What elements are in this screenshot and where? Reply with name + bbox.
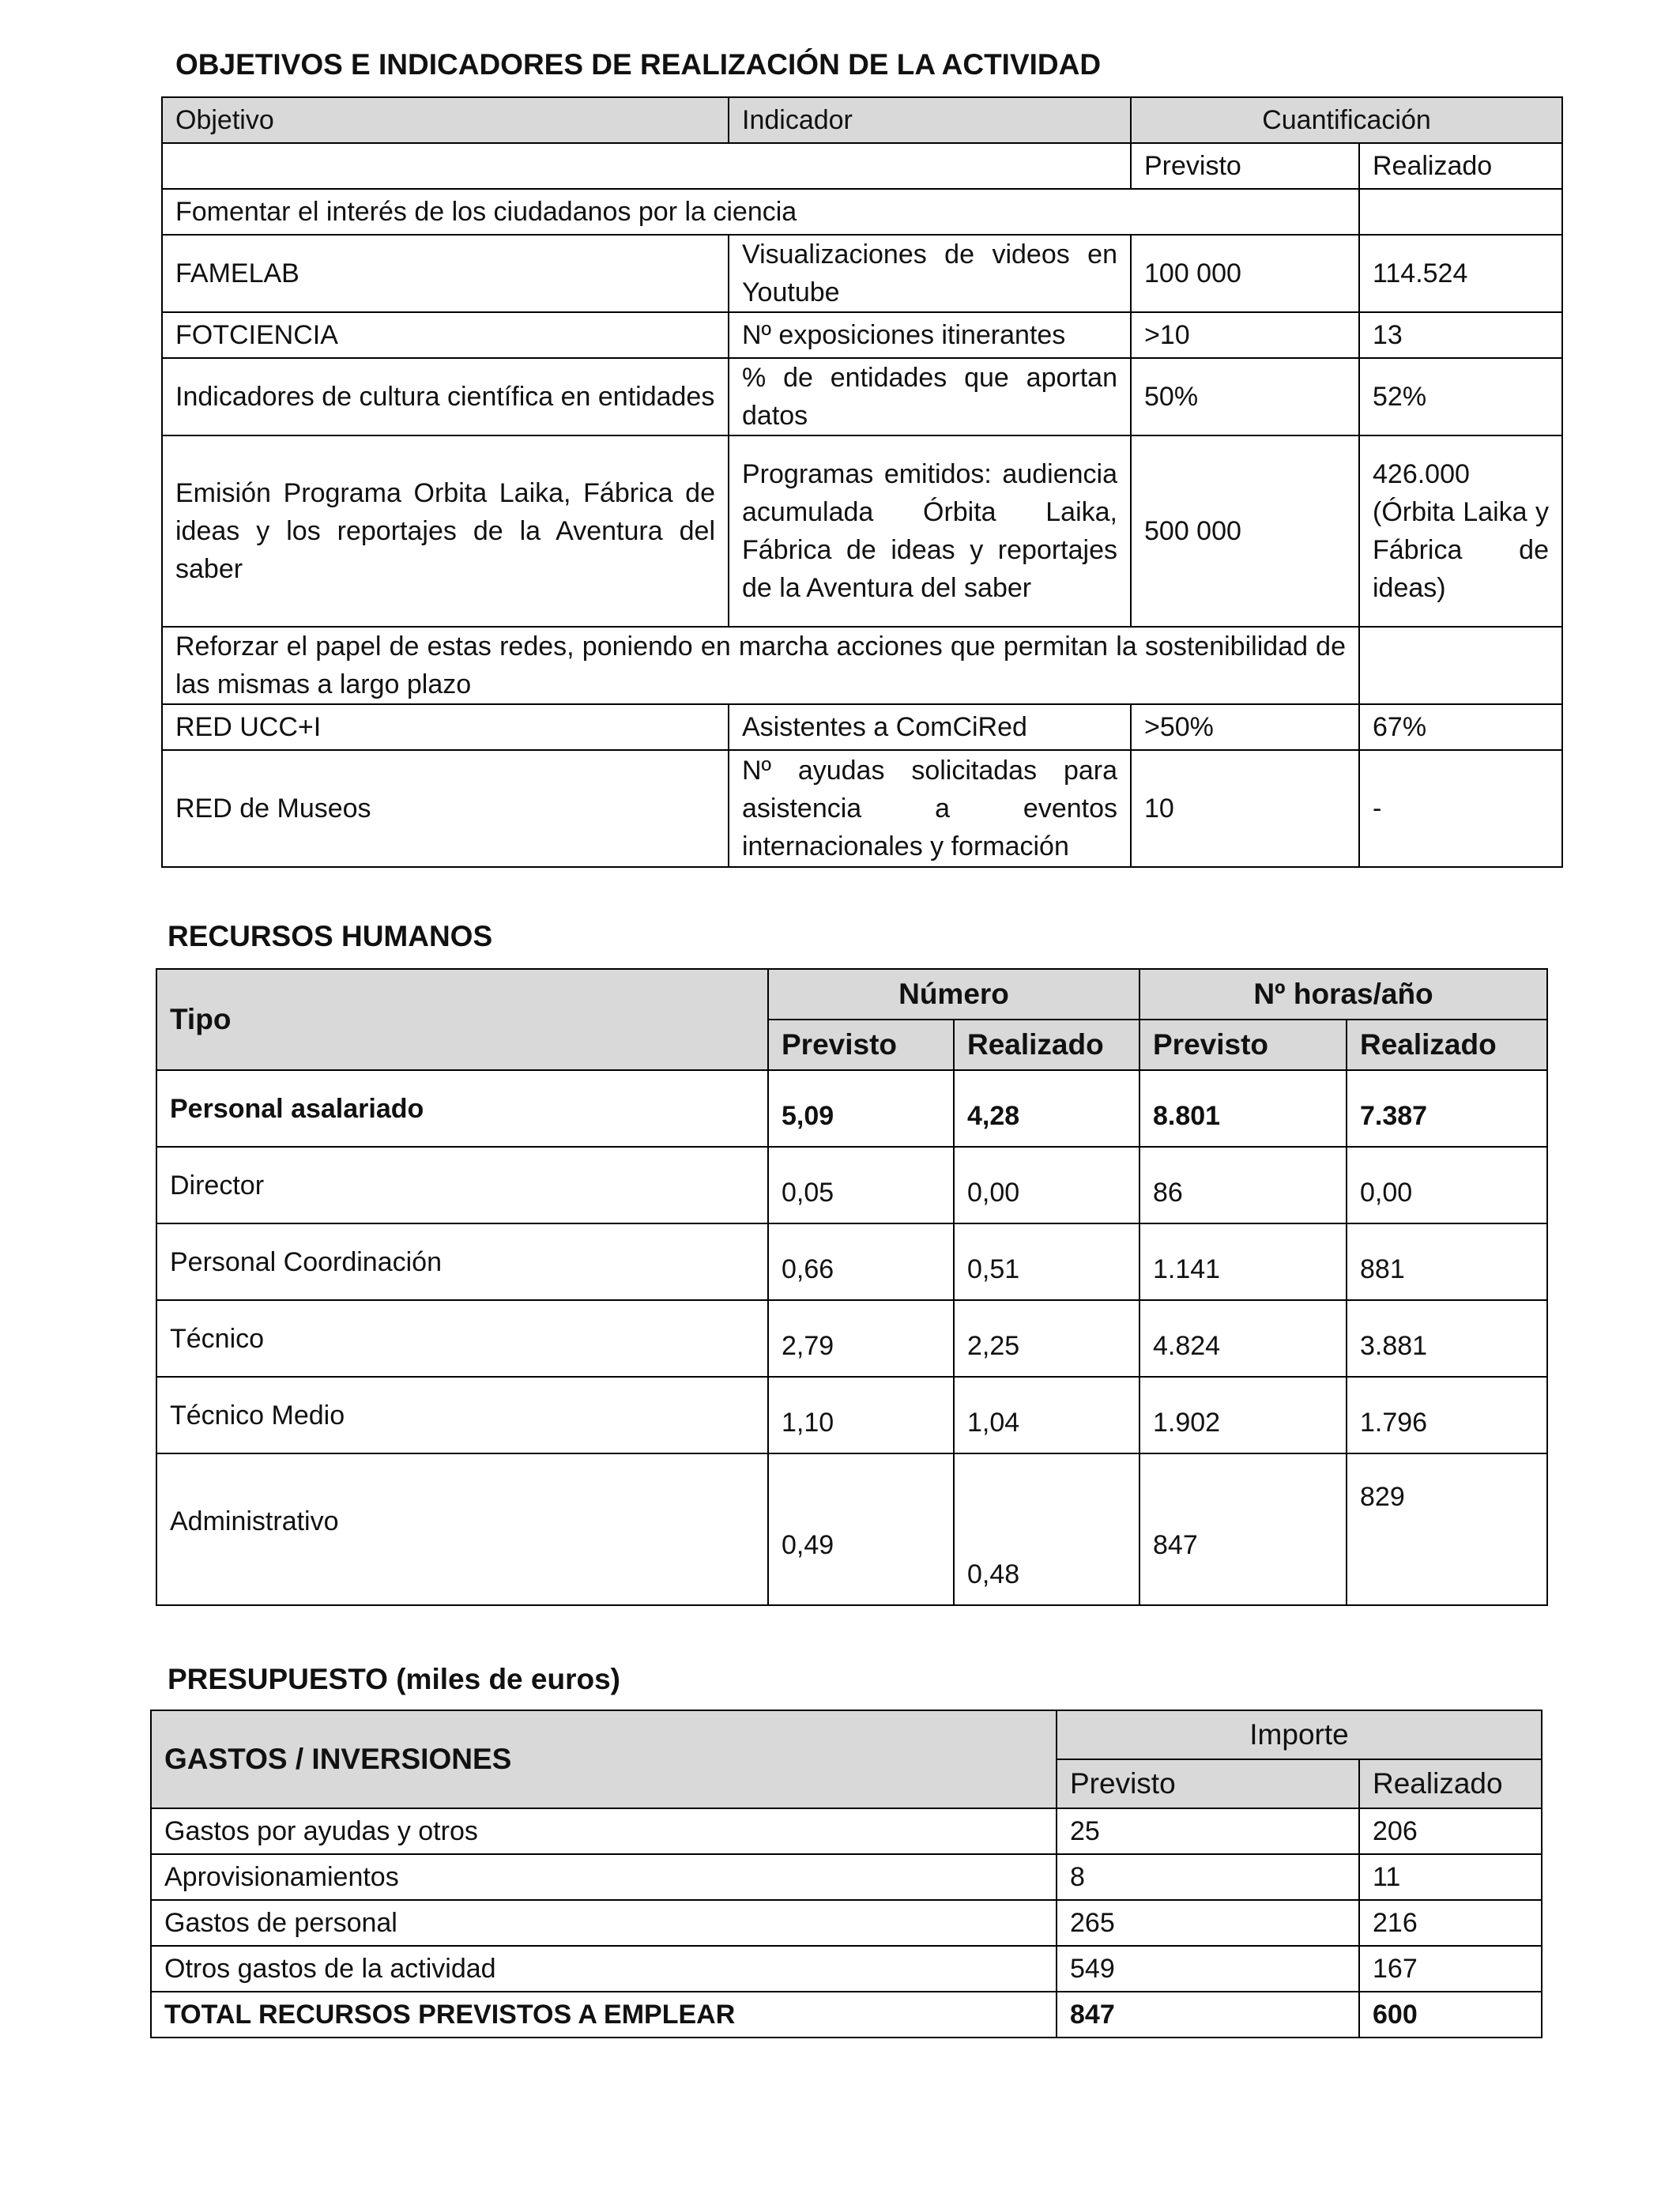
realizado-cell: 114.524 [1359,235,1562,312]
header-horas: Nº horas/año [1139,969,1547,1020]
tipo-cell: Personal Coordinación [156,1223,768,1300]
horas-realizado-cell: 7.387 [1347,1070,1547,1147]
total-previsto: 847 [1057,1992,1359,2038]
previsto-cell: 549 [1057,1946,1359,1992]
realizado-cell: 11 [1359,1854,1542,1900]
concepto-cell: Otros gastos de la actividad [151,1946,1057,1992]
num-previsto-cell: 2,79 [768,1300,954,1377]
objetivos-title: OBJETIVOS E INDICADORES DE REALIZACIÓN DE LA ACTIVIDAD [175,48,1102,81]
table-header-row [151,1710,1542,1759]
tipo-cell: Técnico Medio [156,1377,768,1453]
table-header-row [156,969,1547,1020]
num-realizado-cell: 4,28 [954,1070,1139,1147]
objetivo-cell: RED de Museos [162,750,729,867]
num-realizado-cell: 0,00 [954,1147,1139,1223]
table-header-row [162,97,1562,143]
horas-previsto-cell: 847 [1139,1453,1347,1605]
table-row [162,235,1562,312]
presupuesto-title: PRESUPUESTO (miles de euros) [168,1663,620,1695]
objetivo-cell: Emisión Programa Orbita Laika, Fábrica de ideas y los reportajes de la Aventura del saber [162,435,729,627]
table-row [162,358,1562,435]
header-realizado: Realizado [1359,1759,1542,1808]
concepto-cell: Gastos de personal [151,1900,1057,1946]
header-cuantificacion: Cuantificación [1131,97,1562,143]
objetivos-table [161,96,1563,868]
objetivo-cell: RED UCC+I [162,704,729,750]
num-previsto-cell: 0,49 [768,1453,954,1605]
num-previsto-cell: 5,09 [768,1070,954,1147]
table-row [156,1147,1547,1223]
table-row [156,1453,1547,1605]
realizado-cell: 216 [1359,1900,1542,1946]
header-num-realizado: Realizado [954,1020,1139,1070]
previsto-cell: 50% [1131,358,1359,435]
total-row [151,1992,1542,2038]
header-tipo: Tipo [156,969,768,1070]
horas-realizado-cell: 3.881 [1347,1300,1547,1377]
previsto-cell: 8 [1057,1854,1359,1900]
indicador-cell: % de entidades que aportan datos [729,358,1131,435]
horas-previsto-cell: 86 [1139,1147,1347,1223]
table-row [151,1808,1542,1854]
group-label: Reforzar el papel de estas redes, poniendo en marcha acciones que permitan la sostenibilidad de las mismas a largo plazo [162,627,1359,704]
realizado-cell: 167 [1359,1946,1542,1992]
group-label: Fomentar el interés de los ciudadanos por la ciencia [162,189,1359,235]
header-previsto: Previsto [1131,143,1359,189]
table-row [151,1900,1542,1946]
previsto-cell: >50% [1131,704,1359,750]
group-row [162,189,1562,235]
realizado-cell: - [1359,750,1562,867]
num-previsto-cell: 1,10 [768,1377,954,1453]
table-subheader-row [162,143,1562,189]
table-row [151,1946,1542,1992]
header-horas-realizado: Realizado [1347,1020,1547,1070]
recursos-table [156,968,1548,1606]
tipo-cell: Director [156,1147,768,1223]
num-previsto-cell: 0,66 [768,1223,954,1300]
previsto-cell: 100 000 [1131,235,1359,312]
header-gastos: GASTOS / INVERSIONES [151,1710,1057,1808]
horas-previsto-cell: 1.902 [1139,1377,1347,1453]
horas-realizado-cell: 0,00 [1347,1147,1547,1223]
horas-realizado-cell: 881 [1347,1223,1547,1300]
previsto-cell: 10 [1131,750,1359,867]
table-row [162,312,1562,358]
previsto-cell: 25 [1057,1808,1359,1854]
recursos-title: RECURSOS HUMANOS [168,920,493,952]
indicador-cell: Nº exposiciones itinerantes [729,312,1131,358]
tipo-cell: Personal asalariado [156,1070,768,1147]
indicador-cell: Nº ayudas solicitadas para asistencia a eventos internacionales y formación [729,750,1131,867]
num-realizado-cell: 1,04 [954,1377,1139,1453]
realizado-cell: 13 [1359,312,1562,358]
header-numero: Número [768,969,1139,1020]
presupuesto-table [150,1710,1543,2038]
header-horas-previsto: Previsto [1139,1020,1347,1070]
header-previsto: Previsto [1057,1759,1359,1808]
table-row [156,1377,1547,1453]
table-row [156,1223,1547,1300]
objetivo-cell: Indicadores de cultura científica en entidades [162,358,729,435]
empty-cell [1359,189,1562,235]
empty-cell [1359,627,1562,704]
empty-cell [162,143,1131,189]
previsto-cell: 500 000 [1131,435,1359,627]
header-importe: Importe [1057,1710,1542,1759]
num-realizado-cell: 0,51 [954,1223,1139,1300]
indicador-cell: Programas emitidos: audiencia acumulada Órbita Laika, Fábrica de ideas y reportajes de la Aventura del saber [729,435,1131,627]
previsto-cell: >10 [1131,312,1359,358]
num-realizado-cell: 2,25 [954,1300,1139,1377]
horas-previsto-cell: 1.141 [1139,1223,1347,1300]
concepto-cell: Gastos por ayudas y otros [151,1808,1057,1854]
header-num-previsto: Previsto [768,1020,954,1070]
num-realizado-cell: 0,48 [954,1453,1139,1605]
horas-realizado-cell: 1.796 [1347,1377,1547,1453]
total-label: TOTAL RECURSOS PREVISTOS A EMPLEAR [151,1992,1057,2038]
objetivo-cell: FAMELAB [162,235,729,312]
realizado-cell: 67% [1359,704,1562,750]
realizado-cell: 206 [1359,1808,1542,1854]
tipo-cell: Administrativo [156,1453,768,1605]
horas-realizado-cell: 829 [1347,1453,1547,1605]
table-row [151,1854,1542,1900]
tipo-cell: Técnico [156,1300,768,1377]
table-row [156,1070,1547,1147]
realizado-cell: 52% [1359,358,1562,435]
header-realizado: Realizado [1359,143,1562,189]
num-previsto-cell: 0,05 [768,1147,954,1223]
table-row [162,704,1562,750]
header-objetivo: Objetivo [162,97,729,143]
concepto-cell: Aprovisionamientos [151,1854,1057,1900]
indicador-cell: Visualizaciones de videos en Youtube [729,235,1131,312]
objetivo-cell: FOTCIENCIA [162,312,729,358]
realizado-cell: 426.000 (Órbita Laika y Fábrica de ideas) [1359,435,1562,627]
total-realizado: 600 [1359,1992,1542,2038]
table-row [162,750,1562,867]
previsto-cell: 265 [1057,1900,1359,1946]
horas-previsto-cell: 4.824 [1139,1300,1347,1377]
table-row [156,1300,1547,1377]
horas-previsto-cell: 8.801 [1139,1070,1347,1147]
group-row [162,627,1562,704]
table-row [162,435,1562,627]
indicador-cell: Asistentes a ComCiRed [729,704,1131,750]
header-indicador: Indicador [729,97,1131,143]
